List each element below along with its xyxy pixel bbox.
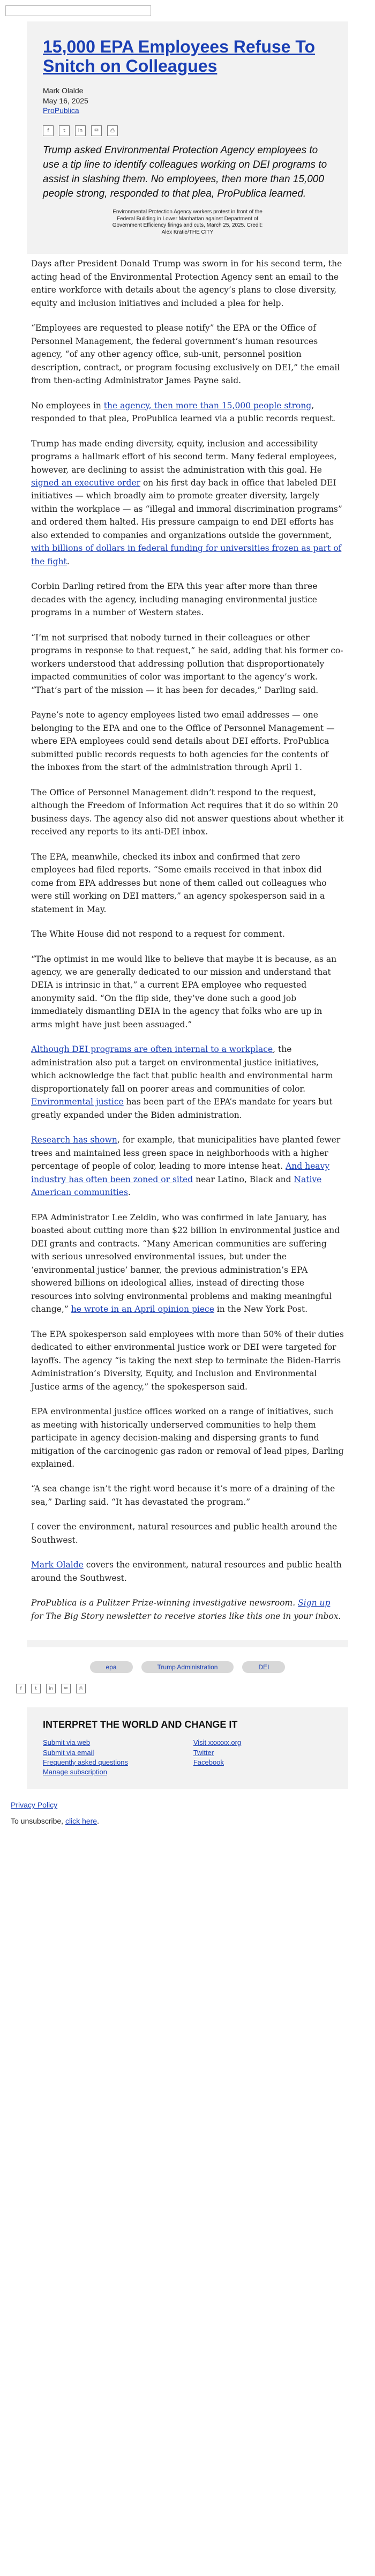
newsletter-signup-link[interactable]: Sign up <box>298 1598 331 1608</box>
closing-note: ProPublica is a Pulitzer Prize-winning investigative newsroom. Sign up for The Big Story newsletter to receive stories like this one in your inbox. <box>31 1598 341 1621</box>
footer-right-column <box>193 1738 332 1777</box>
facebook-link[interactable]: Facebook <box>193 1758 224 1766</box>
article-paragraph: “A sea change isn’t the right word because it’s more of a draining of the sea,” Darling said. “It has devastated the program.” <box>31 1484 335 1507</box>
faq-link[interactable]: Frequently asked questions <box>43 1758 128 1766</box>
top-bar <box>0 0 375 21</box>
footer-heading: INTERPRET THE WORLD AND CHANGE IT <box>43 1719 238 1730</box>
propublica-logo-placeholder[interactable] <box>5 5 151 16</box>
inline-link[interactable]: And heavy industry has often been zoned or sited <box>31 1161 329 1184</box>
twitter-link[interactable]: Twitter <box>193 1748 214 1757</box>
facebook-icon[interactable]: f <box>43 125 54 136</box>
inline-link[interactable]: he wrote in an April opinion piece <box>71 1304 214 1315</box>
footer-link-columns <box>43 1738 332 1777</box>
article-paragraph: EPA Administrator Lee Zeldin, who was confirmed in late January, has boasted about cutting more than $22 billion in environmental justice and DEI grants and contracts. “Many American communities are suffering with serious unresolved environmental issues, but under the ‘environmental justice’ banner, the previous administration’s EPA showered billions on ideological allies, instead of directing those resources into solving environmental problems and making meaningful change,” he wrote in an April opinion piece in the New York Post. <box>31 1212 340 1315</box>
inline-link[interactable]: with billions of dollars in federal funding for universities frozen as part of the fight <box>31 543 342 566</box>
inline-link[interactable]: signed an executive order <box>31 477 141 488</box>
article-paragraph: EPA environmental justice offices worked on a range of initiatives, such as meeting with historically underserved communities to help them participate in agency decision-making and dispersing grants to fund mitigation of the carcinogenic gas radon or removal of lead pipes, Darling explained. <box>31 1407 344 1469</box>
tag-list <box>0 1661 375 1673</box>
article-paragraph: Corbin Darling retired from the EPA this year after more than three decades with the agency, including managing environmental justice programs in a number of Western states. <box>31 581 318 618</box>
visit-site-link[interactable]: Visit xxxxxx.org <box>193 1738 242 1747</box>
tag-dei[interactable]: DEI <box>242 1661 285 1673</box>
inline-link[interactable]: Native American communities <box>31 1174 322 1198</box>
newsletter-footer <box>27 1707 348 1789</box>
image-caption: Environmental Protection Agency workers protest in front of the Federal Building in Lower Manhattan against Department of Government Efficiency firings and cuts, March 25, 2025. Credit: Alex Kratie/THE CITY <box>112 209 263 235</box>
linkedin-icon[interactable]: in <box>46 1684 56 1693</box>
unsubscribe-link[interactable]: click here <box>65 1817 98 1826</box>
facebook-icon[interactable]: f <box>16 1684 26 1693</box>
article-paragraph: Payne’s note to agency employees listed two email addresses — one belonging to the EPA and one to the Office of Personnel Management — where EPA employees could send details about DEI efforts. ProPublica submitted public records requests to both agencies for the contents of the inboxes from the start of the administration through April 1. <box>31 710 335 773</box>
article-paragraph: “I’m not surprised that nobody turned in their colleagues or other programs in response to that request,” he said, adding that his former co-workers understood that addressing pollution that disproportionately impacted communities of color was important to the agency’s work. “That’s part of the mission — it has been for decades,” Darling said. <box>31 632 343 695</box>
tag-epa[interactable]: epa <box>90 1661 133 1673</box>
publication-link[interactable]: ProPublica <box>43 106 79 115</box>
article-body <box>15 254 360 1640</box>
publish-date: May 16, 2025 <box>43 96 88 105</box>
article-paragraph: I cover the environment, natural resources and public health around the Southwest. <box>31 1522 338 1545</box>
submit-email-link[interactable]: Submit via email <box>43 1748 94 1757</box>
article-paragraph: Research has shown, for example, that municipalities have planted fewer trees and maintained less green space in neighborhoods with a higher percentage of people of color, leading to more intense heat. And heavy industry has often been zoned or sited near Latino, Black and Native American communities. <box>31 1135 341 1198</box>
unsubscribe-line: To unsubscribe, click here. <box>11 1817 99 1826</box>
inline-link[interactable]: the agency, then more than 15,000 people strong <box>103 400 312 410</box>
bottom-links <box>0 1789 375 1838</box>
article-paragraph: Mark Olalde covers the environment, natural resources and public health around the Southwest. <box>31 1560 342 1583</box>
article-paragraph: The EPA, meanwhile, checked its inbox and confirmed that zero employees had filed reports. “Some emails received in that inbox did come from EPA addresses but none of them called out colleagues who were still working on DEI matters,” an agency spokesperson said in a statement in May. <box>31 852 327 914</box>
print-icon[interactable]: ⎙ <box>107 125 118 136</box>
article-headline[interactable]: 15,000 EPA Employees Refuse To Snitch on Colleagues <box>43 37 316 76</box>
byline-block <box>43 86 332 116</box>
article-paragraph: The White House did not respond to a request for comment. <box>31 929 285 939</box>
linkedin-icon[interactable]: in <box>75 125 86 136</box>
article-paragraph: Days after President Donald Trump was sworn in for his second term, the acting head of the Environmental Protection Agency sent an email to the entire workforce with details about the agency’s plans to close diversity, equity and inclusion initiatives and included a plea for help. <box>31 259 342 308</box>
share-icons-top <box>43 125 332 136</box>
email-container <box>27 21 348 1647</box>
article-dek: Trump asked Environmental Protection Agency employees to use a tip line to identify colleagues working on DEI programs to assist in slashing them. No employees, then more than 15,000 people strong, responded to that plea, ProPublica learned. <box>43 145 327 200</box>
article-header <box>27 26 348 254</box>
inline-link[interactable]: Mark Olalde <box>31 1560 84 1570</box>
twitter-icon[interactable]: t <box>31 1684 41 1693</box>
email-icon[interactable]: ✉ <box>91 125 102 136</box>
email-icon[interactable]: ✉ <box>61 1684 71 1693</box>
tag-trump-administration[interactable]: Trump Administration <box>141 1661 234 1673</box>
article-paragraph: Although DEI programs are often internal to a workplace, the administration also put a target on environmental justice initiatives, which acknowledge the fact that public health and environmental harm disproportionately fall on poorer areas and communities of color. Environmental justice has been part of the EPA’s mandate for years but greatly expanded under the Biden administration. <box>31 1044 333 1120</box>
privacy-policy-link[interactable]: Privacy Policy <box>11 1801 58 1810</box>
inline-link[interactable]: Environmental justice <box>31 1097 124 1107</box>
article-paragraph: Trump has made ending diversity, equity, inclusion and accessibility programs a hallmark effort of his second term. Many federal employees, however, are declining to assist the administration with this goal. He signed an executive order on his first day back in office that labeled DEI initiatives — which broadly aim to promote greater diversity, largely within the workplace — as “illegal and immoral discrimination programs” and ordered them halted. His pressure campaign to end DEI efforts has also extended to companies and organizations outside the government, with billions of dollars in federal funding for universities frozen as part of the fight. <box>31 438 342 566</box>
article-paragraph: No employees in the agency, then more than 15,000 people strong, responded to that plea, ProPublica learned via a public records request. <box>31 400 335 424</box>
article-paragraph: “Employees are requested to please notify” the EPA or the Office of Personnel Management, the federal government’s human resources agency, “of any other agency office, sub-unit, personnel position description, contract, or program focusing exclusively on DEI,” the email from then-acting Administrator James Payne said. <box>31 323 340 386</box>
submit-web-link[interactable]: Submit via web <box>43 1738 91 1747</box>
inline-link[interactable]: Research has shown <box>31 1135 117 1145</box>
author-name: Mark Olalde <box>43 86 84 95</box>
article-paragraph: “The optimist in me would like to believe that maybe it is because, as an agency, we are generally dedicated to our mission and understand that DEIA is intrinsic in that,” a current EPA employee who requested anonymity said. “On the flip side, they’ve done such a good job immediately dismantling DEIA in the agency that folks who are up in arms might have just been assuaged.” <box>31 954 337 1029</box>
twitter-icon[interactable]: t <box>59 125 70 136</box>
article-paragraph: The Office of Personnel Management didn’t respond to the request, although the Freedom of Information Act requires that it do so within 20 business days. The agency also did not answer questions about whether it received any reports to its anti-DEI inbox. <box>31 787 344 837</box>
share-icons-bottom <box>16 1684 375 1693</box>
article-paragraph: The EPA spokesperson said employees with more than 50% of their duties dedicated to either environmental justice work or DEI were targeted for layoffs. The agency “is taking the next step to terminate the Biden-Harris Administration’s Diversity, Equity, and Inclusion and Environmental Justice arms of the agency,” the spokesperson said. <box>31 1329 344 1392</box>
manage-subscription-link[interactable]: Manage subscription <box>43 1767 107 1776</box>
print-icon[interactable]: ⎙ <box>76 1684 86 1693</box>
inline-link[interactable]: Although DEI programs are often internal to a workplace <box>31 1044 273 1055</box>
footer-left-column <box>43 1738 182 1777</box>
